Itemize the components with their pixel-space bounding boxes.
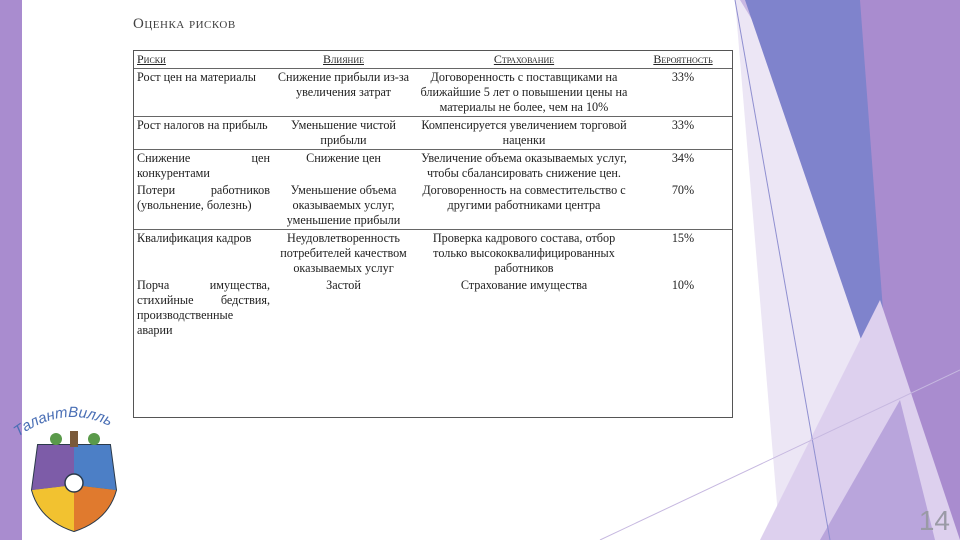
table-row xyxy=(134,277,732,339)
logo-tree xyxy=(50,433,62,445)
header-impact: Влияние xyxy=(273,51,414,69)
logo-tree xyxy=(88,433,100,445)
cell-impact: Неудовлетворенность потребителей качеством оказываемых услуг xyxy=(280,231,407,275)
risk-table xyxy=(133,50,733,418)
cell-insurance: Увеличение объема оказываемых услуг, чтобы сбалансировать снижение цен. xyxy=(421,151,627,180)
cell-probability: 70% xyxy=(634,182,732,230)
table-row xyxy=(134,69,732,117)
cell-risk: Рост налогов на прибыль xyxy=(134,117,273,150)
table-row xyxy=(134,230,732,278)
cell-probability: 34% xyxy=(671,151,695,165)
logo-shield-orange xyxy=(74,485,116,531)
cell-probability: 33% xyxy=(634,69,732,117)
cell-impact: Уменьшение объема оказываемых услуг, уменьшение прибыли xyxy=(273,182,414,230)
cell-insurance: Компенсируется увеличением торговой наценки xyxy=(414,117,634,150)
talantvill-logo xyxy=(10,395,135,535)
cell-risk: Квалификация кадров xyxy=(137,231,252,245)
cell-insurance: Договоренность на совместительство с другими работниками центра xyxy=(414,182,634,230)
cell-probability: 10% xyxy=(671,278,695,292)
cell-impact: Снижение прибыли из-за увеличения затрат xyxy=(273,69,414,117)
cell-risk: Порча имущества, стихийные бедствия, производственные аварии xyxy=(137,278,270,337)
cell-risk: Снижение цен конкурентами xyxy=(137,151,270,180)
header-probability: Вероятность xyxy=(634,51,732,69)
cell-risk: Рост цен на материалы xyxy=(134,69,273,117)
cell-impact: Уменьшение чистой прибыли xyxy=(273,117,414,150)
cell-risk: Потери работников (увольнение, болезнь) xyxy=(134,182,273,230)
cell-impact: Застой xyxy=(326,278,361,292)
cell-insurance: Проверка кадрового состава, отбор только высококвалифицированных работников xyxy=(432,231,616,275)
table-row xyxy=(134,150,732,183)
logo-center-emblem xyxy=(65,474,83,492)
table-row xyxy=(134,117,732,150)
cell-insurance: Страхование имущества xyxy=(460,278,588,292)
header-risks: Риски xyxy=(134,51,273,69)
risk-table-grid xyxy=(134,51,732,339)
table-row xyxy=(134,182,732,230)
cell-impact: Снижение цен xyxy=(306,151,381,165)
slide-title: Оценка рисков xyxy=(133,16,236,32)
cell-probability: 15% xyxy=(671,231,695,245)
cell-probability: 33% xyxy=(634,117,732,150)
header-insurance: Страхование xyxy=(414,51,634,69)
cell-insurance: Договоренность с поставщиками на ближайшие 5 лет о повышении цены на материалы не более, чем на 10% xyxy=(414,69,634,117)
page-number: 14 xyxy=(918,505,950,536)
logo-tower xyxy=(70,431,78,447)
logo-shield-yellow xyxy=(32,485,74,531)
logo-text: ТалантВилль xyxy=(10,403,116,441)
table-header-row xyxy=(134,51,732,69)
